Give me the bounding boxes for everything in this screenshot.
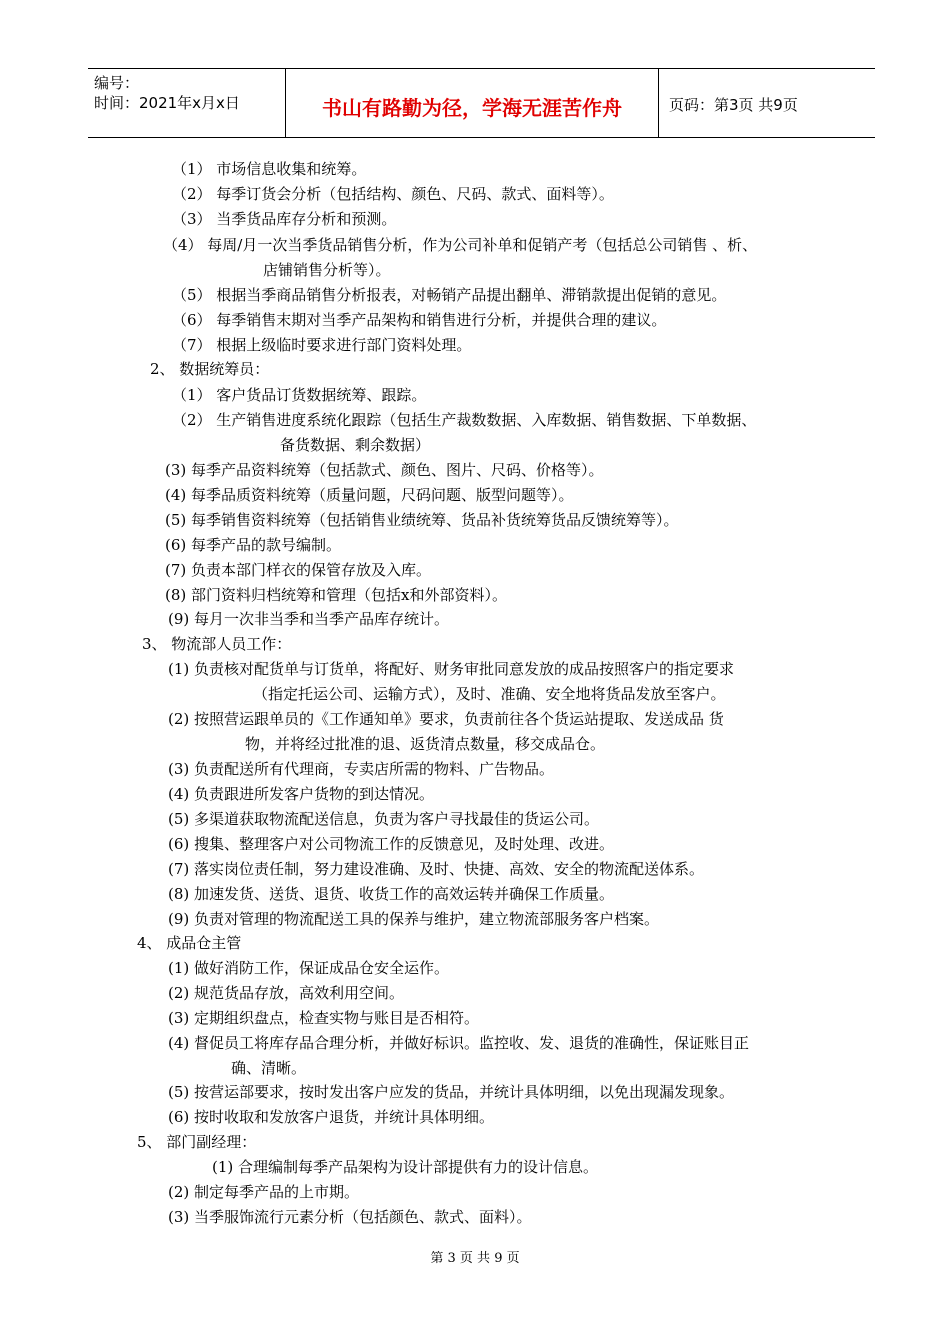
body-line: (2) 制定每季产品的上市期。: [168, 1183, 360, 1201]
body-line: (3) 当季服饰流行元素分析（包括颜色、款式、面料）。: [168, 1208, 532, 1226]
header-right-cell: [659, 69, 875, 137]
body-line: （2） 每季订货会分析（包括结构、颜色、尺码、款式、面料等）。: [172, 185, 614, 203]
page-number-label: 页码：第3页 共9页: [669, 96, 798, 114]
body-line: 物，并将经过批准的退、返货清点数量，移交成品仓。: [245, 735, 606, 753]
body-line: (8) 加速发货、送货、退货、收货工作的高效运转并确保工作质量。: [168, 885, 615, 903]
body-line: (1) 负责核对配货单与订货单，将配好、财务审批同意发放的成品按照客户的指定要求: [168, 660, 735, 678]
body-line: (5) 多渠道获取物流配送信息，负责为客户寻找最佳的货运公司。: [168, 810, 600, 828]
body-line: 确、清晰。: [231, 1059, 307, 1077]
body-line: （3） 当季货品库存分析和预测。: [172, 210, 397, 228]
section-heading: 3、 物流部人员工作：: [142, 635, 292, 653]
header-motto: 书山有路勤为径，学海无涯苦作舟: [322, 96, 622, 120]
body-line: (2) 规范货品存放，高效利用空间。: [168, 984, 405, 1002]
section-heading: 4、 成品仓主管: [137, 934, 242, 952]
body-line: （6） 每季销售末期对当季产品架构和销售进行分析，并提供合理的建议。: [172, 311, 667, 329]
document-header: [88, 68, 875, 138]
body-line: （2） 生产销售进度系统化跟踪（包括生产裁数数据、入库数据、销售数据、下单数据、: [172, 411, 757, 429]
body-line: (7) 落实岗位责任制，努力建设准确、及时、快捷、高效、安全的物流配送体系。: [168, 860, 705, 878]
page-footer: 第 3 页 共 9 页: [430, 1251, 520, 1266]
body-line: (9) 负责对管理的物流配送工具的保养与维护，建立物流部服务客户档案。: [168, 910, 660, 928]
body-line: （7） 根据上级临时要求进行部门资料处理。: [172, 336, 472, 354]
body-line: (4) 督促员工将库存品合理分析，并做好标识。监控收、发、退货的准确性，保证账目正: [168, 1034, 750, 1052]
body-line: （1） 客户货品订货数据统筹、跟踪。: [172, 386, 427, 404]
body-line: (5) 每季销售资料统筹（包括销售业绩统筹、货品补货统筹货品反馈统筹等）。: [165, 511, 679, 529]
header-left-cell: [88, 69, 286, 137]
body-line: (4) 负责跟进所发客户货物的到达情况。: [168, 785, 435, 803]
body-line: (6) 搜集、整理客户对公司物流工作的反馈意见，及时处理、改进。: [168, 835, 615, 853]
body-line: (3) 每季产品资料统筹（包括款式、颜色、图片、尺码、价格等）。: [165, 461, 604, 479]
body-line: (5) 按营运部要求，按时发出客户应发的货品，并统计具体明细，以免出现漏发现象。: [168, 1083, 735, 1101]
header-middle-cell: [286, 69, 659, 137]
body-line: (7) 负责本部门样衣的保管存放及入库。: [165, 561, 432, 579]
body-line: （指定托运公司、运输方式），及时、准确、安全地将货品发放至客户。: [253, 685, 726, 703]
body-line: (1) 合理编制每季产品架构为设计部提供有力的设计信息。: [212, 1158, 599, 1176]
body-line: (6) 按时收取和发放客户退货，并统计具体明细。: [168, 1108, 495, 1126]
body-line: (3) 负责配送所有代理商，专卖店所需的物料、广告物品。: [168, 760, 555, 778]
body-line: (6) 每季产品的款号编制。: [165, 536, 342, 554]
body-line: (2) 按照营运跟单员的《工作通知单》要求，负责前往各个货运站提取、发送成品 货: [168, 710, 724, 728]
body-line: (3) 定期组织盘点，检查实物与账目是否相符。: [168, 1009, 480, 1027]
section-heading: 2、 数据统筹员：: [150, 360, 270, 378]
body-line: (4) 每季品质资料统筹（质量问题，尺码问题、版型问题等）。: [165, 486, 574, 504]
body-line: 店铺销售分析等）。: [263, 261, 391, 279]
section-heading: 5、 部门副经理：: [137, 1133, 257, 1151]
body-line: (1) 做好消防工作，保证成品仓安全运作。: [168, 959, 450, 977]
body-line: 备货数据、剩余数据）: [280, 436, 431, 454]
body-line: (8) 部门资料归档统筹和管理（包括x和外部资料）。: [165, 586, 507, 604]
number-label: 编号：: [94, 74, 140, 92]
body-line: (9) 每月一次非当季和当季产品库存统计。: [168, 610, 450, 628]
time-label: 时间：2021年x月x日: [94, 94, 240, 112]
body-line: （5） 根据当季商品销售分析报表，对畅销产品提出翻单、滞销款提出促销的意见。: [172, 286, 727, 304]
body-line: （1） 市场信息收集和统筹。: [172, 160, 367, 178]
body-line: （4） 每周/月一次当季货品销售分析，作为公司补单和促销产考（包括总公司销售 、析、: [163, 236, 758, 254]
